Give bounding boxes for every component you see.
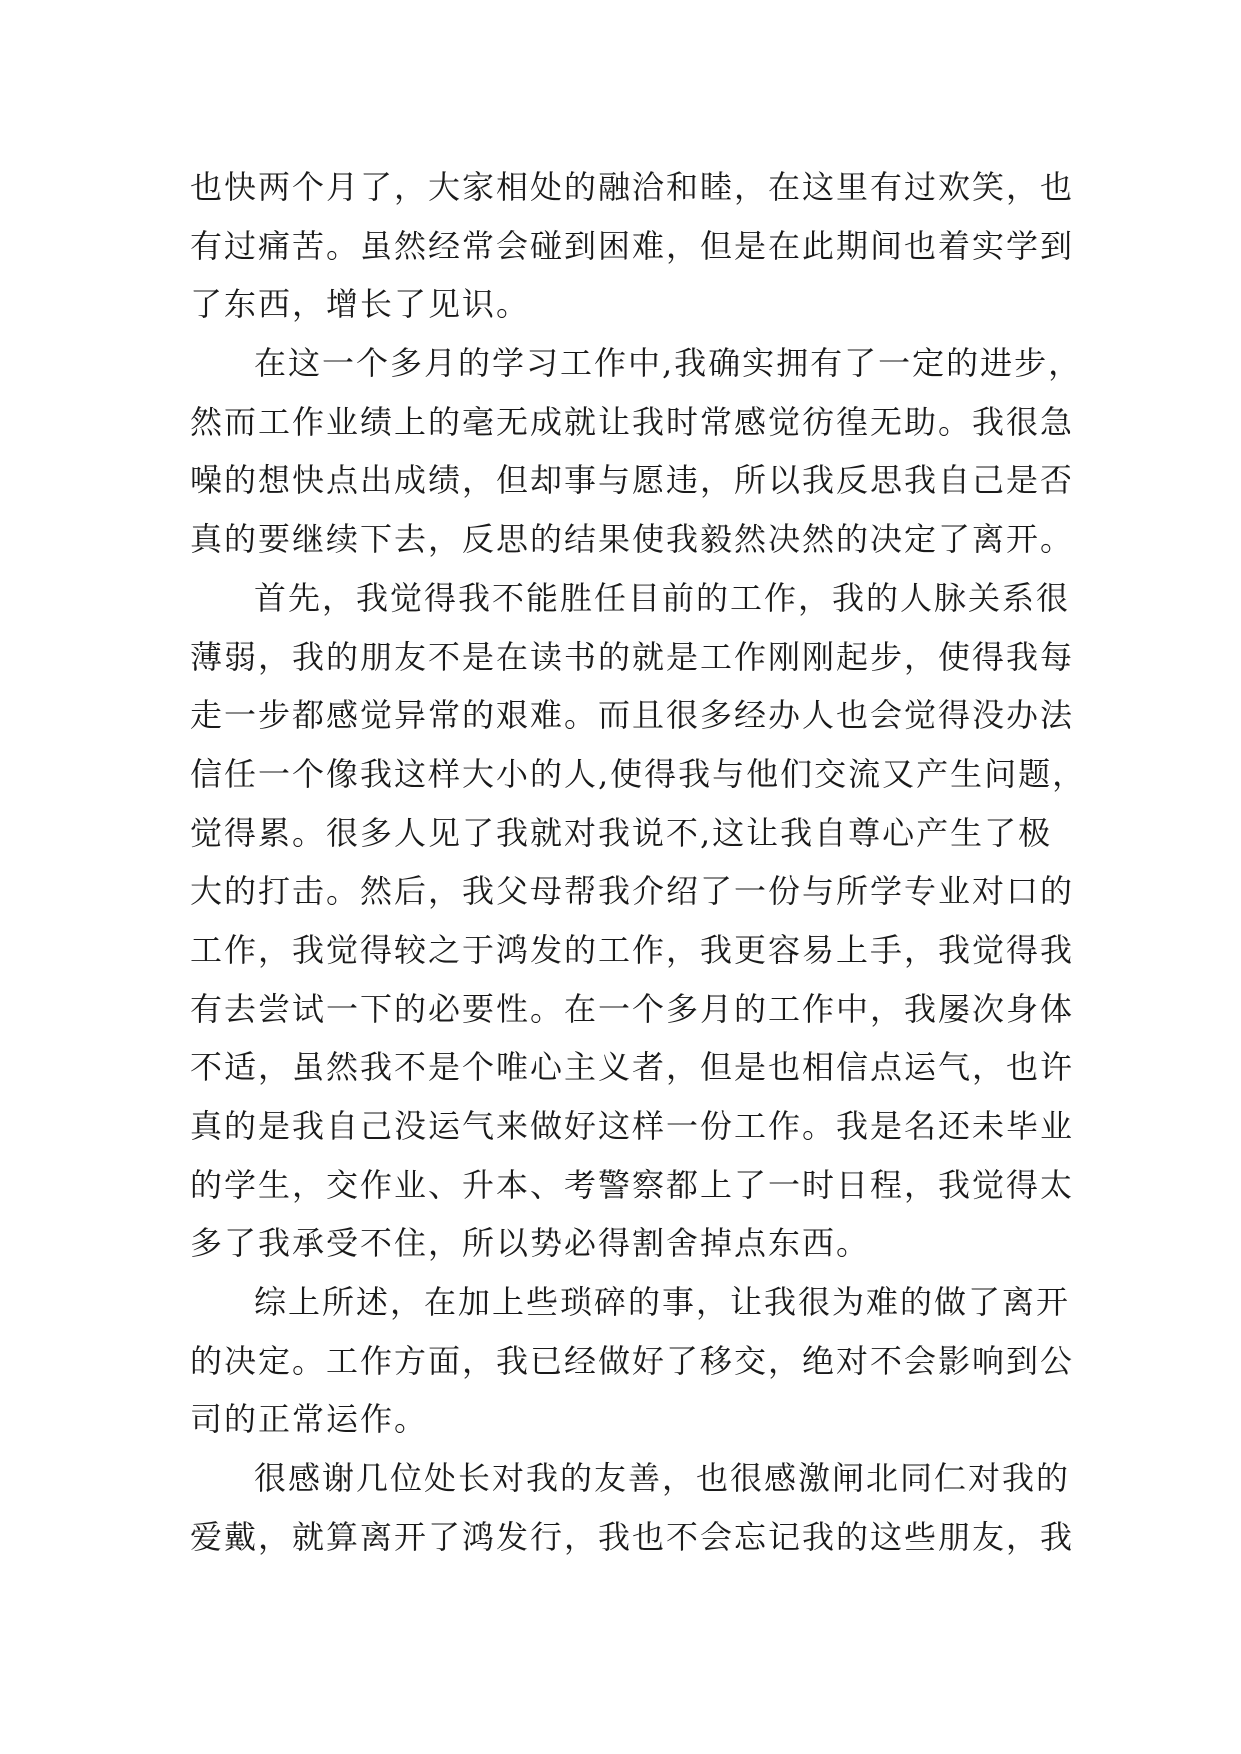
text-line: 的学生，交作业、升本、考警察都上了一时日程，我觉得太 — [190, 1165, 1075, 1204]
text-line: 了东西，增长了见识。 — [190, 285, 531, 324]
text-line: 噪的想快点出成绩，但却事与愿违，所以我反思我自己是否 — [190, 461, 1075, 500]
text-line: 在这一个多月的学习工作中,我确实拥有了一定的进步， — [254, 344, 1083, 383]
paragraph-3 — [190, 569, 1087, 1273]
text-line: 首先，我觉得我不能胜任目前的工作，我的人脉关系很 — [254, 578, 1071, 617]
document-body — [190, 158, 1087, 1567]
text-line: 真的要继续下去，反思的结果使我毅然决然的决定了离开。 — [190, 520, 1075, 559]
text-line: 很感谢几位处长对我的友善，也很感激闸北同仁对我的 — [254, 1459, 1071, 1498]
text-line: 司的正常运作。 — [190, 1400, 429, 1439]
text-line: 不适，虽然我不是个唯心主义者，但是也相信点运气，也许 — [190, 1048, 1075, 1087]
text-line: 大的打击。然后，我父母帮我介绍了一份与所学专业对口的 — [190, 872, 1075, 911]
text-line: 薄弱，我的朋友不是在读书的就是工作刚刚起步，使得我每 — [190, 637, 1075, 676]
paragraph-2 — [190, 334, 1083, 569]
text-line: 工作，我觉得较之于鸿发的工作，我更容易上手，我觉得我 — [190, 930, 1075, 969]
text-line: 也快两个月了，大家相处的融洽和睦，在这里有过欢笑，也 — [190, 168, 1075, 206]
text-line: 觉得累。很多人见了我就对我说不,这让我自尊心产生了极 — [190, 813, 1053, 852]
text-line: 的决定。工作方面，我已经做好了移交，绝对不会影响到公 — [190, 1341, 1075, 1380]
text-line: 有去尝试一下的必要性。在一个多月的工作中，我屡次身体 — [190, 989, 1075, 1028]
paragraph-4 — [190, 1273, 1075, 1449]
paragraph-1 — [190, 158, 1075, 334]
text-line: 综上所述，在加上些琐碎的事，让我很为难的做了离开 — [254, 1283, 1071, 1322]
text-line: 有过痛苦。虽然经常会碰到困难，但是在此期间也着实学到 — [190, 226, 1075, 265]
text-line: 走一步都感觉异常的艰难。而且很多经办人也会觉得没办法 — [190, 696, 1075, 735]
text-line: 多了我承受不住，所以势必得割舍掉点东西。 — [190, 1224, 871, 1263]
text-line: 真的是我自己没运气来做好这样一份工作。我是名还未毕业 — [190, 1107, 1075, 1145]
text-line: 信任一个像我这样大小的人,使得我与他们交流又产生问题， — [190, 754, 1087, 793]
text-line: 然而工作业绩上的毫无成就让我时常感觉彷徨无助。我很急 — [190, 402, 1075, 441]
paragraph-5 — [190, 1449, 1075, 1566]
text-line: 爱戴，就算离开了鸿发行，我也不会忘记我的这些朋友，我 — [190, 1517, 1075, 1556]
